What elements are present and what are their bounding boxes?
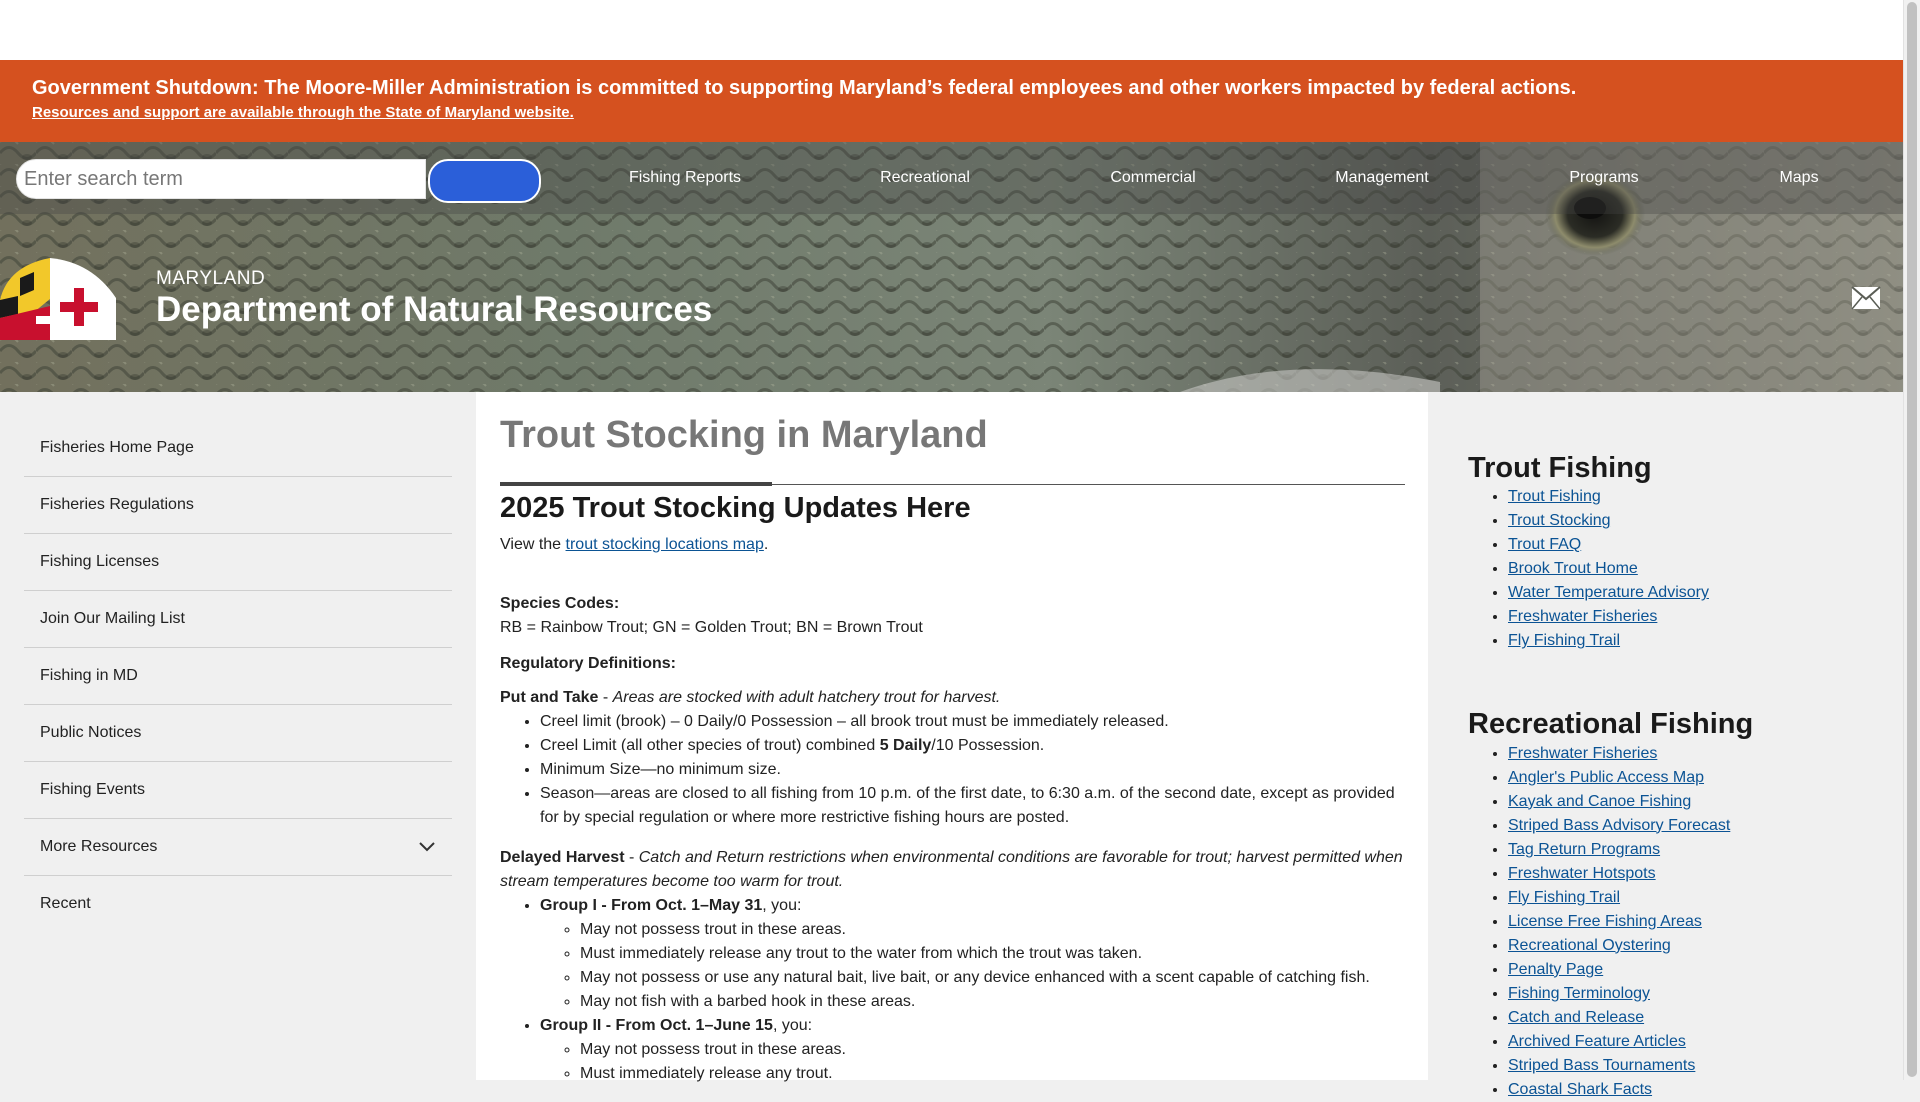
delayed-harvest-definition: Delayed Harvest - Catch and Return restrictions when environmental conditions are favorable for trout; harvest permitted when stream temperatures become too warm for trout. — [500, 849, 1403, 891]
list-item — [1508, 766, 1888, 790]
list-item — [1508, 1006, 1888, 1030]
list-item: ◦ Must immediately release any trout. — [580, 1062, 1405, 1086]
fishing-terminology-link[interactable]: Fishing Terminology — [1508, 984, 1650, 1002]
license-free-areas-link[interactable]: License Free Fishing Areas — [1508, 912, 1702, 930]
trout-fishing-heading: Trout Fishing — [1468, 452, 1652, 484]
page-scrollbar[interactable] — [1903, 0, 1920, 1080]
archived-feature-articles-link[interactable]: Archived Feature Articles — [1508, 1032, 1686, 1050]
sidebar-item-label: More Resources — [40, 838, 158, 855]
sidebar-item-label: Fishing in MD — [40, 667, 138, 684]
maryland-flag-logo-icon[interactable] — [0, 258, 118, 340]
list-item — [1508, 533, 1888, 557]
nav-recreational[interactable]: Recreational — [880, 169, 970, 186]
list-item: • Group II - From Oct. 1–June 15, you: ◦ May not possess trout in these areas. ◦ Must immediately release any trout. — [540, 1014, 1405, 1086]
page-title: Trout Stocking in Maryland — [500, 414, 988, 456]
sidebar-item-label: Join Our Mailing List — [40, 610, 185, 627]
sidebar-item-fisheries-regulations[interactable] — [24, 477, 452, 534]
tag-return-programs-link[interactable]: Tag Return Programs — [1508, 840, 1661, 858]
fly-fishing-trail-link[interactable]: Fly Fishing Trail — [1508, 632, 1621, 650]
nav-programs[interactable]: Programs — [1569, 169, 1639, 186]
anglers-public-access-map-link[interactable]: Angler's Public Access Map — [1508, 768, 1705, 786]
group-1-rules — [540, 918, 1405, 1014]
trout-fishing-links — [1468, 485, 1888, 653]
nav-management[interactable]: Management — [1335, 169, 1429, 186]
list-item: • Minimum Size—no minimum size. — [540, 758, 1405, 782]
species-codes-text: RB = Rainbow Trout; GN = Golden Trout; BN = Brown Trout — [500, 619, 923, 637]
list-item: ◦ Must immediately release any trout to the water from which the trout was taken. — [580, 942, 1405, 966]
sidebar-item-label: Public Notices — [40, 724, 142, 741]
list-item — [1508, 1078, 1888, 1102]
put-and-take-list — [500, 710, 1405, 830]
related-links-column — [1468, 420, 1888, 1102]
list-item — [1508, 557, 1888, 581]
main-content — [476, 392, 1428, 1083]
list-item — [1508, 1030, 1888, 1054]
sidebar-item-label: Fishing Events — [40, 781, 145, 798]
list-item: ◦ May not possess trout in these areas. — [580, 918, 1405, 942]
striped-bass-tournaments-link[interactable]: Striped Bass Tournaments — [1508, 1056, 1696, 1074]
sidebar-item-public-notices[interactable] — [24, 705, 452, 762]
trout-faq-link[interactable]: Trout FAQ — [1508, 536, 1582, 554]
recreational-oystering-link[interactable]: Recreational Oystering — [1508, 936, 1671, 954]
list-item: • Creel limit (brook) – 0 Daily/0 Possession – all brook trout must be immediately released. — [540, 710, 1405, 734]
recreational-fishing-heading: Recreational Fishing — [1468, 708, 1754, 741]
sidebar-item-fishing-in-md[interactable] — [24, 648, 452, 705]
list-item: • Creel Limit (all other species of trout) combined 5 Daily/10 Possession. — [540, 734, 1405, 758]
list-item — [1508, 790, 1888, 814]
list-item: ◦ May not fish with a barbed hook in these areas. — [580, 990, 1405, 1014]
alert-title: Government Shutdown: The Moore-Miller Administration is committed to supporting Maryland’s federal employees and other workers impacted by federal actions. — [32, 77, 1577, 99]
shutdown-alert-banner — [0, 60, 1904, 142]
brand-department-name[interactable]: Department of Natural Resources — [156, 290, 713, 329]
sidebar-item-recent[interactable] — [24, 876, 452, 932]
penalty-page-link[interactable]: Penalty Page — [1508, 960, 1604, 978]
view-map-paragraph: View the trout stocking locations map. — [500, 536, 769, 554]
list-item — [1508, 910, 1888, 934]
sidebar-item-fisheries-home[interactable] — [24, 420, 452, 477]
sidebar-item-label: Fisheries Regulations — [40, 496, 194, 513]
delayed-harvest-list — [500, 894, 1405, 1086]
list-item — [1508, 838, 1888, 862]
brook-trout-home-link[interactable]: Brook Trout Home — [1508, 560, 1638, 578]
list-item — [1508, 742, 1888, 766]
list-item — [1508, 1054, 1888, 1078]
brand-state: MARYLAND — [156, 268, 266, 289]
sidebar-item-fishing-licenses[interactable] — [24, 534, 452, 591]
sidebar-item-fishing-events[interactable] — [24, 762, 452, 819]
sidebar-item-label: Fisheries Home Page — [40, 439, 194, 456]
catch-and-release-link[interactable]: Catch and Release — [1508, 1008, 1645, 1026]
title-divider — [500, 482, 1405, 486]
list-item — [1508, 934, 1888, 958]
list-item — [1508, 886, 1888, 910]
list-item — [1508, 958, 1888, 982]
list-item — [1508, 581, 1888, 605]
list-item: ◦ May not possess or use any natural bait, live bait, or any device enhanced with a scent capable of catching fish. — [580, 966, 1405, 990]
alert-resources-link[interactable]: Resources and support are available through the State of Maryland website. — [32, 104, 574, 121]
trout-stocking-map-link[interactable]: trout stocking locations map — [565, 536, 764, 554]
water-temperature-advisory-link[interactable]: Water Temperature Advisory — [1508, 584, 1709, 602]
rec-freshwater-fisheries-link[interactable]: Freshwater Fisheries — [1508, 744, 1658, 762]
group-2-rules — [540, 1038, 1405, 1086]
list-item: • Group I - From Oct. 1–May 31, you: ◦ May not possess trout in these areas. ◦ Must immediately release any trout to the water from which the trout was taken. ◦ May not possess or use any natural bait, live bait, or any device enhanced with a scent capable of catching fish. ◦ May not fish with a barbed hook in these areas. — [540, 894, 1405, 1014]
top-strip — [0, 0, 1904, 60]
list-item — [1508, 485, 1888, 509]
sidebar-navigation — [24, 420, 452, 932]
list-item — [1508, 509, 1888, 533]
search-input[interactable] — [16, 159, 426, 199]
regulatory-definitions-heading: Regulatory Definitions: — [500, 655, 677, 673]
list-item — [1508, 605, 1888, 629]
sidebar-item-more-resources[interactable] — [24, 819, 452, 876]
freshwater-hotspots-link[interactable]: Freshwater Hotspots — [1508, 864, 1656, 882]
trout-stocking-link[interactable]: Trout Stocking — [1508, 512, 1611, 530]
recreational-fishing-links — [1468, 742, 1888, 1102]
search-button[interactable] — [428, 159, 541, 203]
freshwater-fisheries-link[interactable]: Freshwater Fisheries — [1508, 608, 1658, 626]
nav-maps[interactable]: Maps — [1779, 169, 1819, 186]
trout-fishing-link[interactable]: Trout Fishing — [1508, 488, 1601, 506]
main-navigation — [0, 142, 1904, 214]
chevron-down-icon[interactable] — [418, 841, 436, 853]
coastal-shark-facts-link[interactable]: Coastal Shark Facts — [1508, 1080, 1653, 1098]
list-item: • Season—areas are closed to all fishing from 10 p.m. of the first date, to 6:30 a.m. of the second date, except as provided for by special regulation or where more restrictive fishing hours are posted. — [540, 782, 1405, 830]
striped-bass-advisory-link[interactable]: Striped Bass Advisory Forecast — [1508, 816, 1731, 834]
list-item — [1508, 814, 1888, 838]
envelope-icon[interactable] — [1851, 283, 1881, 313]
sidebar-item-label: Recent — [40, 895, 91, 912]
list-item — [1508, 629, 1888, 653]
list-item — [1508, 982, 1888, 1006]
scrollbar-thumb[interactable] — [1907, 2, 1917, 1077]
updates-heading: 2025 Trout Stocking Updates Here — [500, 492, 971, 524]
list-item: ◦ May not possess trout in these areas. — [580, 1038, 1405, 1062]
list-item — [1508, 862, 1888, 886]
kayak-canoe-fishing-link[interactable]: Kayak and Canoe Fishing — [1508, 792, 1692, 810]
sidebar-item-label: Fishing Licenses — [40, 553, 160, 570]
nav-fishing-reports[interactable]: Fishing Reports — [628, 169, 742, 186]
species-codes-heading: Species Codes: — [500, 595, 620, 613]
put-and-take-definition: Put and Take - Areas are stocked with adult hatchery trout for harvest. — [500, 689, 1001, 707]
nav-commercial[interactable]: Commercial — [1110, 169, 1196, 186]
rec-fly-fishing-trail-link[interactable]: Fly Fishing Trail — [1508, 888, 1621, 906]
sidebar-item-mailing-list[interactable] — [24, 591, 452, 648]
site-header — [0, 142, 1904, 392]
